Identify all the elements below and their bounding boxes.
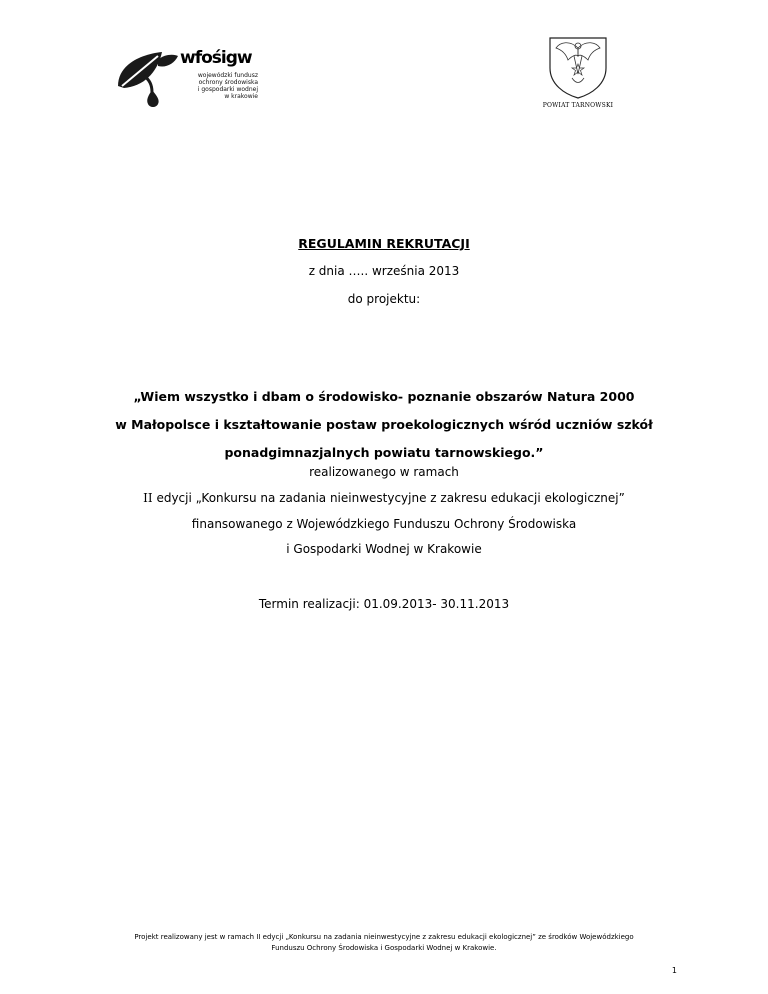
coat-of-arms-icon bbox=[546, 34, 610, 100]
document-title: REGULAMIN REKRUTACJI bbox=[298, 236, 470, 251]
page-number: 1 bbox=[671, 966, 677, 975]
wfosigw-subtitle bbox=[182, 72, 258, 100]
financed-line: finansowanego z Wojewódzkiego Funduszu Ochrony Środowiska bbox=[191, 517, 577, 531]
term-line: Termin realizacji: 01.09.2013- 30.11.2013 bbox=[258, 597, 510, 611]
powiat-name: POWIAT TARNOWSKI bbox=[542, 102, 614, 109]
date-line: z dnia ….. września 2013 bbox=[308, 264, 460, 278]
project-title-line: w Małopolsce i kształtowanie postaw proekologicznych wśród uczniów szkół bbox=[115, 417, 653, 432]
project-title-line: „Wiem wszystko i dbam o środowisko- poznanie obszarów Natura 2000 bbox=[133, 389, 635, 404]
edition-rest: edycji „Konkursu na zadania nieinwestycyjne z zakresu edukacji ekologicznej” bbox=[152, 491, 625, 505]
footer-line: Projekt realizowany jest w ramach II edycji „Konkursu na zadania nieinwestycyjne z zakresu edukacji ekologicznej” ze środków Wojewódzkiego bbox=[134, 933, 634, 941]
financed-line-2: i Gospodarki Wodnej w Krakowie bbox=[286, 542, 482, 556]
footer-note bbox=[0, 932, 768, 954]
edition-prefix: II bbox=[143, 491, 153, 505]
project-title-line: ponadgimnazjalnych powiatu tarnowskiego.” bbox=[224, 445, 544, 460]
wfosigw-subtitle-line: w krakowie bbox=[224, 93, 258, 100]
realized-line: realizowanego w ramach bbox=[309, 465, 459, 479]
wfosigw-subtitle-line: i gospodarki wodnej bbox=[197, 86, 258, 93]
footer-line: Funduszu Ochrony Środowiska i Gospodarki Wodnej w Krakowie. bbox=[271, 944, 497, 952]
wfosigw-subtitle-line: ochrony środowiska bbox=[198, 79, 258, 86]
wfosigw-name: wfośigw bbox=[180, 48, 252, 68]
leaf-drop-icon bbox=[112, 46, 182, 108]
to-project-line: do projektu: bbox=[347, 292, 421, 306]
powiat-crest-logo bbox=[538, 34, 618, 116]
wfosigw-logo bbox=[112, 38, 272, 114]
edition-line bbox=[0, 491, 768, 505]
wfosigw-subtitle-line: wojewódzki fundusz bbox=[197, 72, 258, 79]
